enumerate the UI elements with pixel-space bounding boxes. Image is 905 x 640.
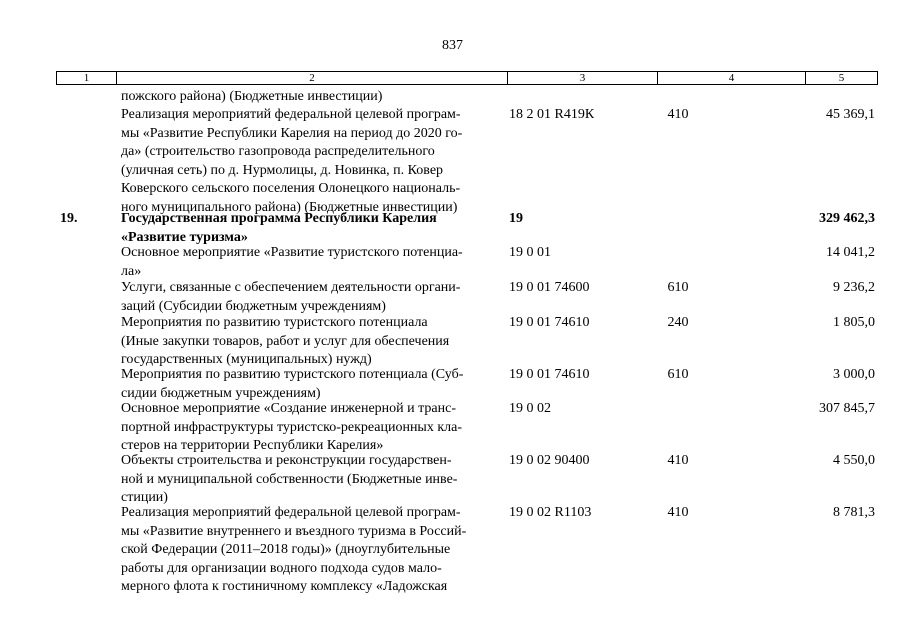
header-col-5: 5 [805,72,877,84]
row-name: Мероприятия по развитию туристского потенциала (Суб- сидии бюджетным учреждениям) [121,367,464,401]
row-expense-type: 410 [667,453,689,468]
row-sum: 14 041,2 [826,245,875,260]
row-code: 19 0 01 [509,245,551,260]
row-name: пожского района) (Бюджетные инвестиции) [121,89,383,104]
row-expense-type: 410 [667,107,689,122]
row-name: Реализация мероприятий федеральной целевой програм- мы «Развитие Республики Карелия на период до 2020 го- да» (строительство газопровода распределительного (уличная сеть) по д. Нурмолицы, д. Новинка, п. Ковер Коверского сельского поселения Олонецкого националь- ного муниципального района) (Бюджетные инвестиции) [121,107,463,215]
header-col-3: 3 [507,72,657,84]
row-code: 19 0 01 74610 [509,367,590,382]
row-sum: 329 462,3 [819,211,875,226]
row-name: Основное мероприятие «Развитие туристского потенциа- ла» [121,245,463,279]
row-sum: 8 781,3 [833,505,875,520]
row-sum: 45 369,1 [826,107,875,122]
row-sum: 4 550,0 [833,453,875,468]
row-expense-type: 240 [667,315,689,330]
row-name: Мероприятия по развитию туристского потенциала (Иные закупки товаров, работ и услуг для обеспечения государственных (муниципальных) нужд) [121,315,450,368]
row-code: 19 0 01 74610 [509,315,590,330]
header-col-1: 1 [83,72,90,84]
row-name: Реализация мероприятий федеральной целевой програм- мы «Развитие внутреннего и въездного туризма в Россий- ской Федерации (2011–2018 годы)» (дноуглубительные работы для организации водного подхода судов мало- мерного флота к гостиничному комплексу «Ладожская [121,505,467,595]
header-col-2: 2 [116,72,507,84]
row-name: Услуги, связанные с обеспечением деятельности органи- заций (Субсидии бюджетным учреждениям) [121,280,461,314]
row-name: Объекты строительства и реконструкции государствен- ной и муниципальной собственности (Бюджетные инве- стиции) [121,453,458,506]
row-number: 19. [60,211,78,226]
row-sum: 307 845,7 [819,401,875,416]
row-sum: 3 000,0 [833,367,875,382]
row-expense-type: 610 [667,280,689,295]
row-sum: 9 236,2 [833,280,875,295]
row-code: 18 2 01 R419К [509,107,595,122]
row-sum: 1 805,0 [833,315,875,330]
row-name: Основное мероприятие «Создание инженерной и транс- портной инфраструктуры туристско-рекреационных кла- стеров на территории Республики Карелия» [121,401,463,454]
row-code: 19 0 02 90400 [509,453,590,468]
row-code: 19 0 02 [509,401,551,416]
row-expense-type: 410 [667,505,689,520]
row-code: 19 0 02 R1103 [509,505,592,520]
row-code: 19 [509,211,523,226]
row-name: Государственная программа Республики Карелия «Развитие туризма» [121,211,437,245]
row-expense-type: 610 [667,367,689,382]
row-code: 19 0 01 74600 [509,280,590,295]
table-header [56,71,878,85]
page-number: 837 [442,38,463,53]
header-col-4: 4 [657,72,805,84]
